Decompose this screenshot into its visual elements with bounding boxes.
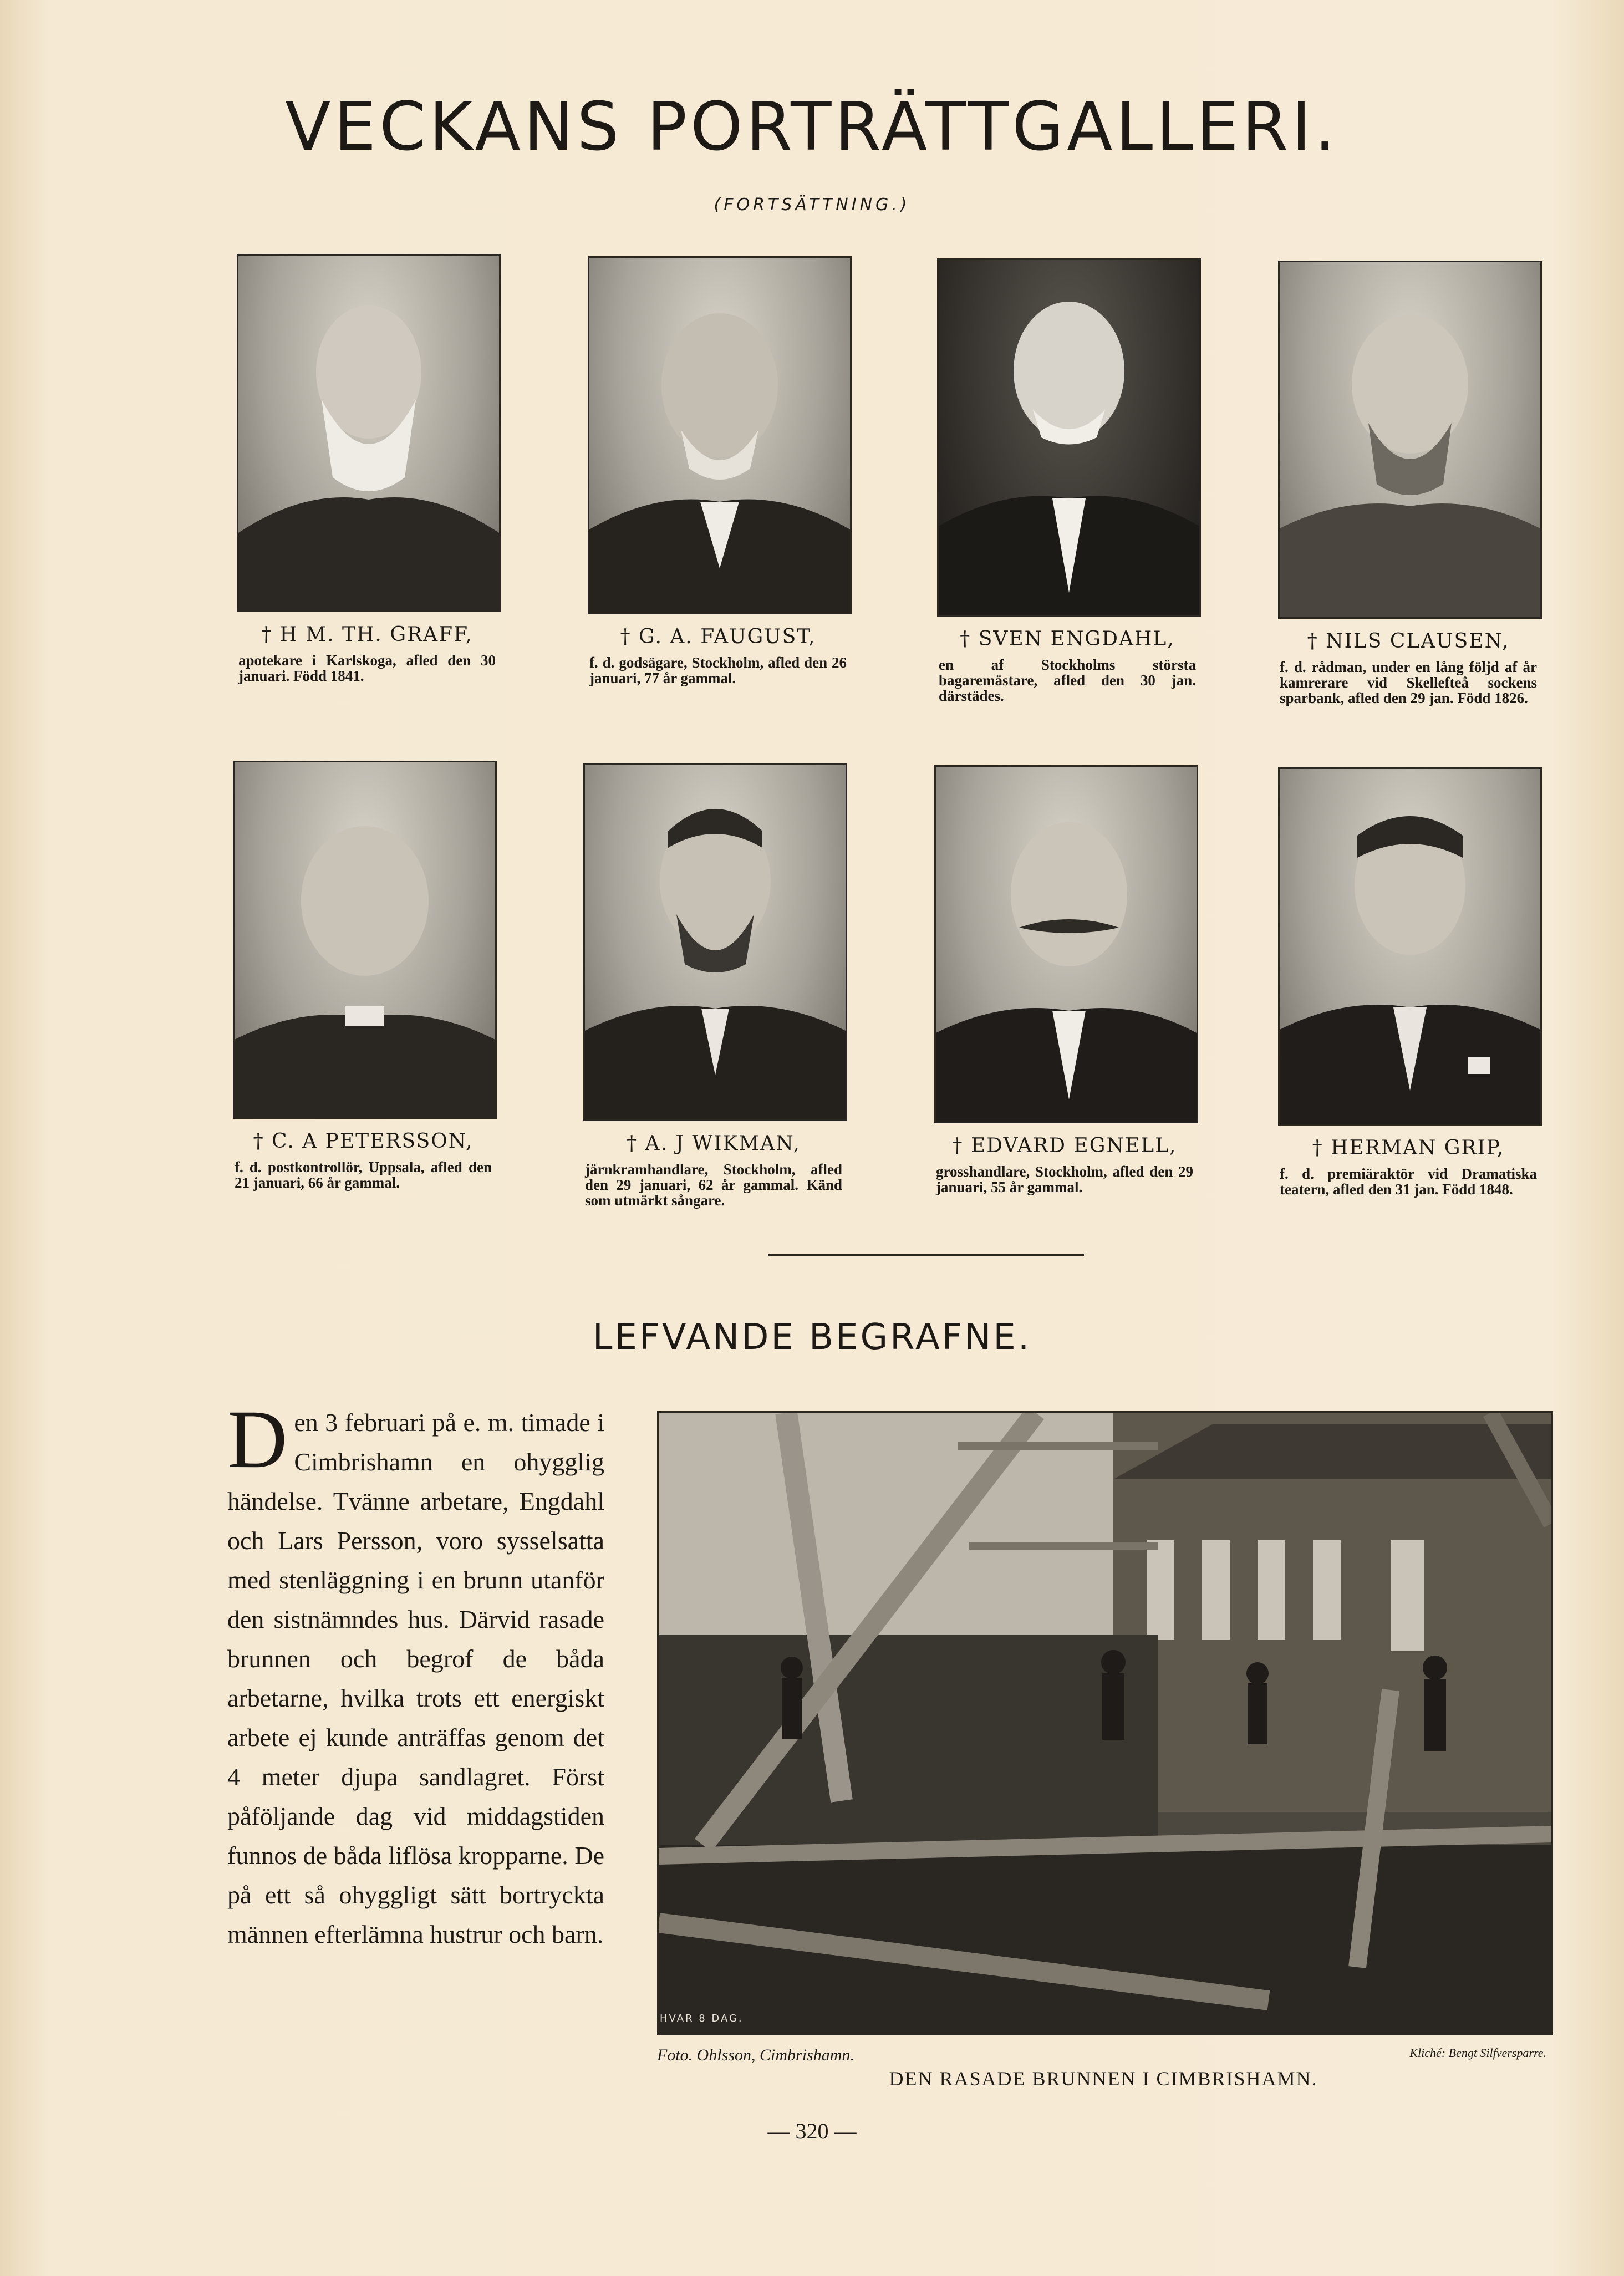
portrait-photo	[237, 254, 501, 612]
article-title: LEFVANDE BEGRAFNE.	[592, 1317, 1032, 1358]
photo-credit: Foto. Ohlsson, Cimbrishamn.	[657, 2046, 854, 2064]
portrait-caption: f. d. rådman, under en lång följd af år kamrerare vid Skellefteå sockens sparbank, afled den 29 jan. Född 1826.	[1280, 659, 1537, 706]
photo-caption: DEN RASADE BRUNNEN I CIMBRISHAMN.	[889, 2068, 1318, 2090]
photo-stamp: HVAR 8 DAG.	[660, 2013, 744, 2024]
portrait-name: † G. A. FAUGUST,	[620, 625, 816, 648]
portrait-card	[929, 258, 1206, 704]
portrait-name: † A. J WIKMAN,	[627, 1132, 801, 1155]
portrait-photo	[583, 763, 847, 1121]
portrait-photo	[934, 765, 1198, 1123]
page-number: — 320 —	[767, 2119, 857, 2143]
portrait-card	[1270, 767, 1547, 1197]
portrait-name: † H M. TH. GRAFF,	[261, 623, 473, 646]
portrait-caption: grosshandlare, Stockholm, afled den 29 januari, 55 år gammal.	[936, 1163, 1193, 1195]
article-text: en 3 februari på e. m. timade i Cimbrishamn en ohygglig händelse. Tvänne arbetare, Engdahl och Lars Persson, voro sysselsatta med stenläggning i en brunn utanför den sistnämndes hus. Därvid rasade brunnen och begrof de båda arbetarne, hvilka trots ett energiskt arbete ej kunde anträffas genom det 4 meter djupa sandlagret. Först påföljande dag vid middagstiden funnos de båda liflösa kropparne. De på ett så ohyggligt sätt bortryckta männen efterlämna hustrur och barn.	[227, 1408, 604, 1948]
section-divider	[768, 1254, 1084, 1256]
portrait-photo	[1278, 261, 1542, 619]
portrait-caption: f. d. godsägare, Stockholm, afled den 26 januari, 77 år gammal.	[589, 654, 847, 686]
portrait-photo	[937, 258, 1201, 617]
portrait-name: † C. A PETERSSON,	[253, 1130, 474, 1153]
portrait-card	[1270, 261, 1547, 706]
portrait-caption: f. d. premiäraktör vid Dramatiska teatern, afled den 31 jan. Född 1848.	[1280, 1165, 1537, 1198]
portrait-name: † HERMAN GRIP,	[1312, 1137, 1505, 1159]
portrait-card	[579, 256, 857, 686]
portrait-card	[228, 254, 506, 684]
portrait-caption: en af Stockholms största bagaremästare, afled den 30 jan. därstädes.	[939, 656, 1196, 704]
well-collapse-photo	[657, 1411, 1553, 2035]
portrait-caption: järnkramhandlare, Stockholm, afled den 29 januari, 62 år gammal. Känd som utmärkt sångare.	[585, 1161, 842, 1209]
portrait-photo	[233, 761, 497, 1119]
portrait-card	[225, 761, 502, 1190]
portrait-card	[575, 763, 852, 1208]
portrait-photo	[1278, 767, 1542, 1126]
portrait-name: † EDVARD EGNELL,	[952, 1134, 1177, 1157]
portrait-caption: apotekare i Karlskoga, afled den 30 januari. Född 1841.	[238, 652, 496, 684]
portrait-card	[926, 765, 1203, 1195]
article-body	[227, 1393, 604, 1954]
page-subtitle: (FORTSÄTTNING.)	[714, 195, 910, 215]
portrait-name: † SVEN ENGDAHL,	[960, 628, 1175, 650]
portrait-photo	[588, 256, 852, 614]
portrait-caption: f. d. postkontrollör, Uppsala, afled den 21 januari, 66 år gammal.	[235, 1159, 492, 1191]
drop-cap: D	[227, 1393, 288, 1485]
portrait-name: † NILS CLAUSEN,	[1307, 630, 1510, 653]
page-title: VECKANS PORTRÄTTGALLERI.	[285, 89, 1339, 166]
cliche-credit: Kliché: Bengt Silfversparre.	[1409, 2046, 1546, 2060]
